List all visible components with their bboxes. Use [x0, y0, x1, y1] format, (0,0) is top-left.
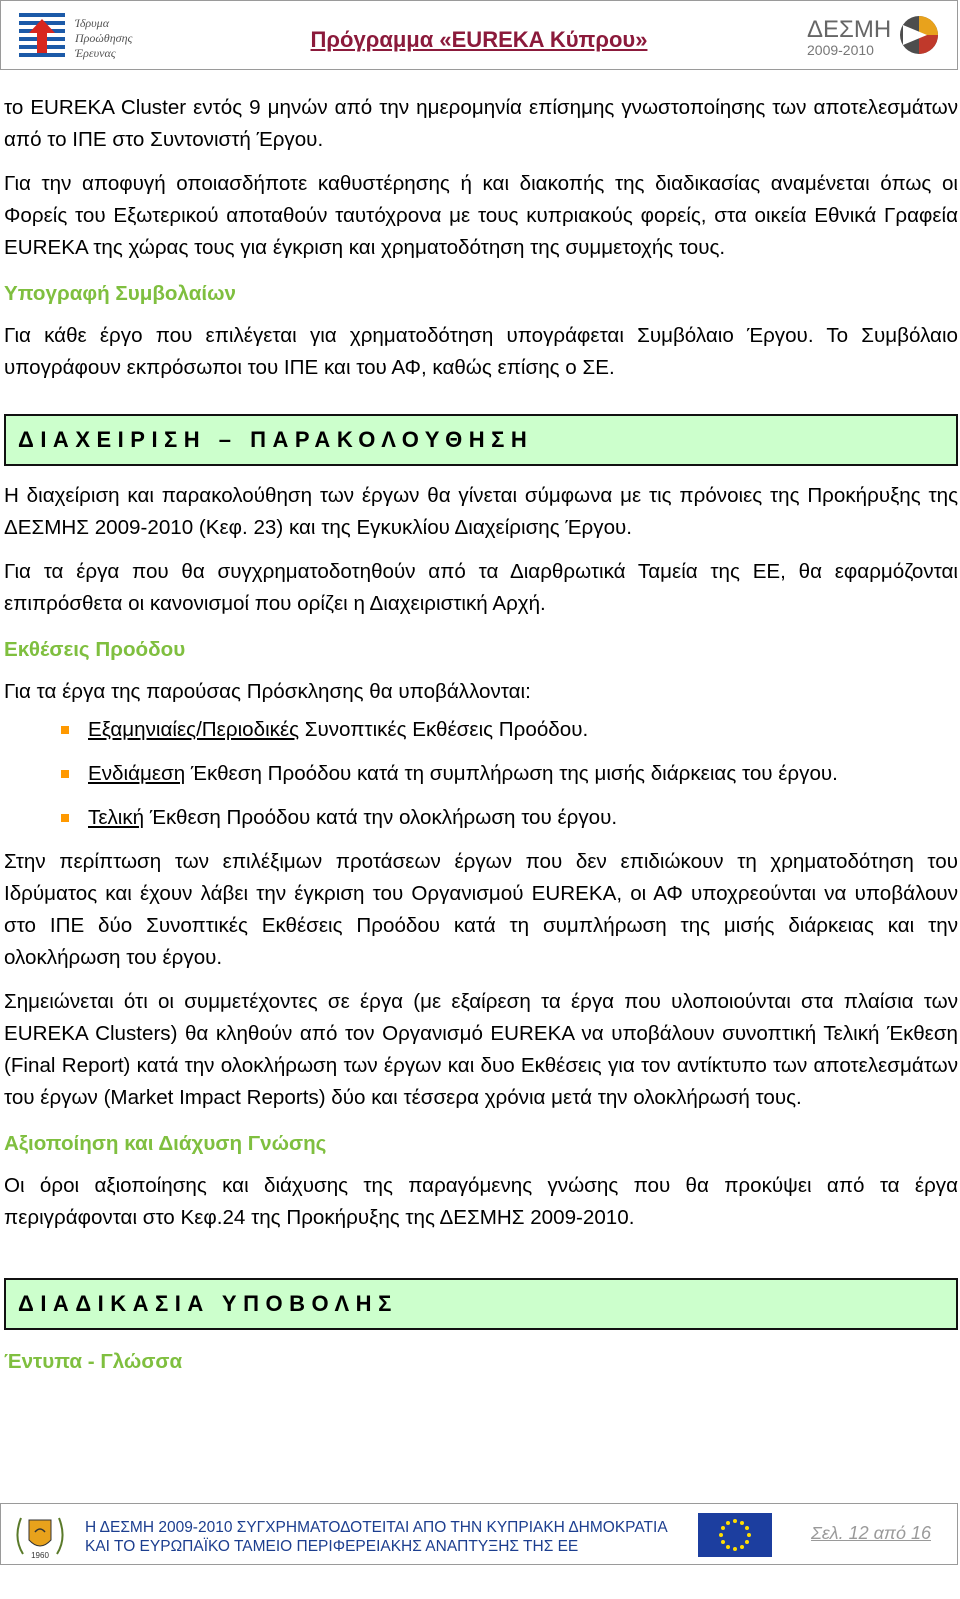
list-item	[4, 714, 958, 746]
subheading-progress-reports: Εκθέσεις Προόδου	[4, 638, 186, 661]
page-title: Πρόγραμμα «EUREKA Κύπρου»	[310, 27, 648, 52]
reports-list	[4, 714, 958, 834]
paragraph: το EUREKA Cluster εντός 9 μηνών από την ημερομηνία επίσημης γνωστοποίησης των αποτελεσμάτων από το ΙΠΕ στο Συντονιστή Έργου.	[4, 96, 958, 151]
paragraph: Για τα έργα που θα συγχρηματοδοτηθούν από τα Διαρθρωτικά Ταμεία της ΕΕ, θα εφαρμόζονται επιπρόσθετα οι κανονισμοί που ορίζει η Διαχειριστική Αρχή.	[4, 560, 958, 615]
eu-flag-icon	[698, 1513, 772, 1557]
page-header	[0, 0, 958, 70]
list-item-underlined: Εξαμηνιαίες/Περιοδικές	[88, 718, 300, 741]
subheading-signature: Υπογραφή Συμβολαίων	[4, 282, 236, 305]
paragraph: Η διαχείριση και παρακολούθηση των έργων θα γίνεται σύμφωνα με τις πρόνοιες της Προκήρυξης της ΔΕΣΜΗΣ 2009-2010 (Κεφ. 23) και της Εγκυκλίου Διαχείρισης Έργου.	[4, 484, 958, 539]
list-item	[4, 758, 958, 790]
paragraph: Σημειώνεται ότι οι συμμετέχοντες σε έργα (με εξαίρεση τα έργα που υλοποιούνται στα πλαίσια των EUREKA Clusters) θα κληθούν από τον Οργανισμό EUREKA να υποβάλουν συνοπτική Τελική Έκθεση (Final Report) κατά την ολοκλήρωση των έργων και δυο Εκθέσεις για τον αντίκτυπο των αποτελεσμάτων του έργων (Market Impact Reports) δύο και τέσσερα χρόνια μετά την ολοκλήρωσή τους.	[4, 990, 958, 1109]
desmi-logo-years: 2009-2010	[807, 42, 874, 58]
bullet-square-icon	[61, 814, 69, 822]
ipe-logo-line1: Ίδρυμα	[75, 16, 109, 30]
cyprus-emblem-icon	[9, 1508, 71, 1562]
list-item-text: Έκθεση Προόδου κατά την ολοκλήρωση του έργου.	[144, 806, 618, 829]
list-item-underlined: Ενδιάμεση	[88, 762, 186, 785]
section-heading-submission: ΔΙΑΔΙΚΑΣΙΑ ΥΠΟΒΟΛΗΣ	[4, 1278, 958, 1330]
ipe-logo-line2: Προώθησης	[75, 31, 133, 45]
subheading-exploitation: Αξιοποίηση και Διάχυση Γνώσης	[4, 1132, 327, 1155]
desmi-logo-icon	[807, 7, 947, 65]
paragraph: Για κάθε έργο που επιλέγεται για χρηματοδότηση υπογράφεται Συμβόλαιο Έργου. Το Συμβόλαιο υπογράφουν εκπρόσωποι του ΙΠΕ και του ΑΦ, καθώς επίσης ο ΣΕ.	[4, 324, 958, 379]
page-footer	[0, 1503, 958, 1565]
section-heading-management: ΔΙΑΧΕΙΡΙΣΗ – ΠΑΡΑΚΟΛΟΥΘΗΣΗ	[4, 414, 958, 466]
ipe-logo-line3: Έρευνας	[75, 46, 116, 60]
document-body	[4, 92, 958, 1388]
bullet-square-icon	[61, 770, 69, 778]
bullet-square-icon	[61, 726, 69, 734]
paragraph: Για την αποφυγή οποιασδήποτε καθυστέρησης ή και διακοπής της διαδικασίας αναμένεται όπως οι Φορείς του Εξωτερικού αποταθούν ταυτόχρονα με τους κυπριακούς φορείς, στα οικεία Εθνικά Γραφεία EUREKA της χώρας τους για έγκριση και χρηματοδότηση της συμμετοχής τους.	[4, 172, 958, 259]
svg-text:1960: 1960	[31, 1551, 49, 1560]
list-item-text: Συνοπτικές Εκθέσεις Προόδου.	[299, 718, 589, 741]
footer-line-1: Η ΔΕΣΜΗ 2009-2010 ΣΥΓΧΡΗΜΑΤΟΔΟΤΕΙΤΑΙ ΑΠΟ ΤΗΝ ΚΥΠΡΙΑΚΗ ΔΗΜΟΚΡΑΤΙΑ	[85, 1519, 668, 1536]
paragraph: Οι όροι αξιοποίησης και διάχυσης της παραγόμενης γνώσης που θα προκύψει από τα έργα περιγράφονται στο Κεφ.24 της Προκήρυξης της ΔΕΣΜΗΣ 2009-2010.	[4, 1174, 958, 1229]
paragraph: Για τα έργα της παρούσας Πρόσκλησης θα υποβάλλονται:	[4, 680, 531, 703]
page-number: Σελ. 12 από 16	[811, 1523, 931, 1543]
list-item-underlined: Τελική	[88, 806, 145, 829]
desmi-logo-title: ΔΕΣΜΗ	[807, 16, 892, 43]
footer-text	[85, 1518, 668, 1556]
list-item-text: Έκθεση Προόδου κατά τη συμπλήρωση της μισής διάρκειας του έργου.	[185, 762, 838, 785]
subheading-forms-language: Έντυπα - Γλώσσα	[4, 1350, 183, 1373]
paragraph: Στην περίπτωση των επιλέξιμων προτάσεων έργων που δεν επιδιώκουν τη χρηματοδότηση του Ιδρύματος και έχουν λάβει την έγκριση του Οργανισμού EUREKA, οι ΑΦ υποχρεούνται να υποβάλουν στο ΙΠΕ δύο Συνοπτικές Εκθέσεις Προόδου κατά τη συμπλήρωση της μισής διάρκειας και την ολοκλήρωση του έργου.	[4, 850, 958, 969]
list-item	[4, 802, 958, 834]
footer-line-2: ΚΑΙ ΤΟ ΕΥΡΩΠΑΪΚΟ ΤΑΜΕΙΟ ΠΕΡΙΦΕΡΕΙΑΚΗΣ ΑΝΑΠΤΥΞΗΣ ΤΗΣ ΕΕ	[85, 1538, 579, 1555]
